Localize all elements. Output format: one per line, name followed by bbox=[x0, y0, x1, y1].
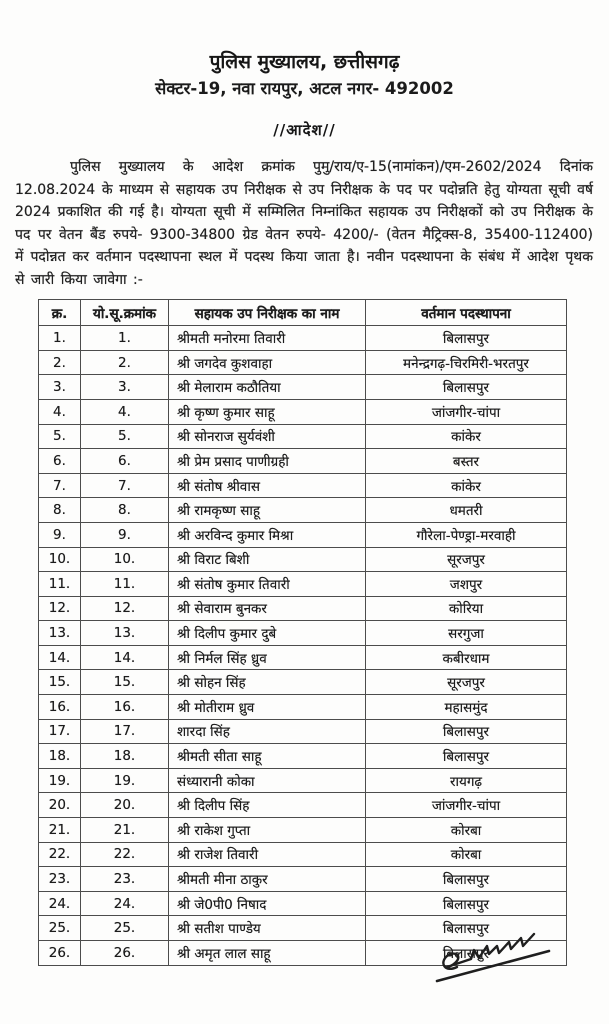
cell-serial-number: 20. bbox=[39, 793, 81, 818]
cell-serial-number: 25. bbox=[39, 916, 81, 941]
cell-officer-name: श्री दिलीप सिंह bbox=[169, 793, 366, 818]
cell-posting-place: बस्तर bbox=[366, 449, 567, 474]
cell-serial-number: 23. bbox=[39, 867, 81, 892]
cell-posting-place: महासमुंद bbox=[366, 695, 567, 720]
cell-merit-number: 23. bbox=[81, 867, 169, 892]
column-header-merit: यो.सू.क्रमांक bbox=[81, 300, 169, 326]
cell-serial-number: 16. bbox=[39, 695, 81, 720]
cell-merit-number: 10. bbox=[81, 547, 169, 572]
table-row bbox=[39, 842, 567, 867]
cell-posting-place: सूरजपुर bbox=[366, 670, 567, 695]
cell-officer-name: श्रीमती मनोरमा तिवारी bbox=[169, 326, 366, 351]
cell-officer-name: श्री मेलाराम कठौतिया bbox=[169, 375, 366, 400]
table-row bbox=[39, 867, 567, 892]
table-row bbox=[39, 719, 567, 744]
table-row bbox=[39, 793, 567, 818]
cell-serial-number: 15. bbox=[39, 670, 81, 695]
cell-posting-place: कोरबा bbox=[366, 842, 567, 867]
cell-posting-place: बिलासपुर bbox=[366, 941, 567, 966]
cell-posting-place: बिलासपुर bbox=[366, 891, 567, 916]
cell-officer-name: श्री मोतीराम ध्रुव bbox=[169, 695, 366, 720]
cell-officer-name: श्री सोनराज सुर्यवंशी bbox=[169, 424, 366, 449]
cell-officer-name: श्रीमती मीना ठाकुर bbox=[169, 867, 366, 892]
cell-merit-number: 6. bbox=[81, 449, 169, 474]
cell-officer-name: श्री अमृत लाल साहू bbox=[169, 941, 366, 966]
cell-posting-place: सूरजपुर bbox=[366, 547, 567, 572]
cell-officer-name: श्रीमती सीता साहू bbox=[169, 744, 366, 769]
table-row bbox=[39, 621, 567, 646]
cell-posting-place: कोरिया bbox=[366, 596, 567, 621]
cell-merit-number: 26. bbox=[81, 941, 169, 966]
cell-officer-name: श्री प्रेम प्रसाद पाणीग्रही bbox=[169, 449, 366, 474]
cell-serial-number: 6. bbox=[39, 449, 81, 474]
cell-merit-number: 1. bbox=[81, 326, 169, 351]
cell-officer-name: शारदा सिंह bbox=[169, 719, 366, 744]
table-row bbox=[39, 522, 567, 547]
cell-serial-number: 26. bbox=[39, 941, 81, 966]
cell-posting-place: कोरबा bbox=[366, 818, 567, 843]
table-row bbox=[39, 424, 567, 449]
cell-serial-number: 11. bbox=[39, 572, 81, 597]
cell-serial-number: 4. bbox=[39, 399, 81, 424]
cell-serial-number: 24. bbox=[39, 891, 81, 916]
table-row bbox=[39, 645, 567, 670]
cell-posting-place: जांजगीर-चांपा bbox=[366, 399, 567, 424]
cell-merit-number: 11. bbox=[81, 572, 169, 597]
table-row bbox=[39, 596, 567, 621]
cell-officer-name: संध्यारानी कोका bbox=[169, 768, 366, 793]
table-row bbox=[39, 670, 567, 695]
cell-serial-number: 7. bbox=[39, 473, 81, 498]
cell-posting-place: मनेन्द्रगढ़-चिरमिरी-भरतपुर bbox=[366, 350, 567, 375]
cell-serial-number: 2. bbox=[39, 350, 81, 375]
cell-officer-name: श्री संतोष कुमार तिवारी bbox=[169, 572, 366, 597]
cell-serial-number: 22. bbox=[39, 842, 81, 867]
cell-officer-name: श्री निर्मल सिंह ध्रुव bbox=[169, 645, 366, 670]
cell-merit-number: 5. bbox=[81, 424, 169, 449]
cell-merit-number: 17. bbox=[81, 719, 169, 744]
cell-posting-place: रायगढ़ bbox=[366, 768, 567, 793]
cell-posting-place: गौरेला-पेण्ड्रा-मरवाही bbox=[366, 522, 567, 547]
table-row bbox=[39, 399, 567, 424]
table-row bbox=[39, 498, 567, 523]
cell-merit-number: 2. bbox=[81, 350, 169, 375]
cell-posting-place: कांकेर bbox=[366, 473, 567, 498]
table-row bbox=[39, 768, 567, 793]
cell-serial-number: 21. bbox=[39, 818, 81, 843]
cell-officer-name: श्री संतोष श्रीवास bbox=[169, 473, 366, 498]
cell-serial-number: 1. bbox=[39, 326, 81, 351]
cell-serial-number: 17. bbox=[39, 719, 81, 744]
cell-officer-name: श्री विराट बिशी bbox=[169, 547, 366, 572]
cell-officer-name: श्री कृष्ण कुमार साहू bbox=[169, 399, 366, 424]
table-row bbox=[39, 891, 567, 916]
cell-officer-name: श्री राकेश गुप्ता bbox=[169, 818, 366, 843]
cell-posting-place: जशपुर bbox=[366, 572, 567, 597]
cell-merit-number: 13. bbox=[81, 621, 169, 646]
cell-posting-place: बिलासपुर bbox=[366, 375, 567, 400]
cell-merit-number: 8. bbox=[81, 498, 169, 523]
cell-serial-number: 8. bbox=[39, 498, 81, 523]
cell-posting-place: कबीरधाम bbox=[366, 645, 567, 670]
cell-serial-number: 3. bbox=[39, 375, 81, 400]
cell-officer-name: श्री सोहन सिंह bbox=[169, 670, 366, 695]
cell-merit-number: 7. bbox=[81, 473, 169, 498]
cell-posting-place: बिलासपुर bbox=[366, 867, 567, 892]
cell-merit-number: 14. bbox=[81, 645, 169, 670]
cell-officer-name: श्री दिलीप कुमार दुबे bbox=[169, 621, 366, 646]
cell-merit-number: 24. bbox=[81, 891, 169, 916]
cell-serial-number: 5. bbox=[39, 424, 81, 449]
promotion-table bbox=[38, 299, 567, 965]
table-row bbox=[39, 695, 567, 720]
cell-merit-number: 19. bbox=[81, 768, 169, 793]
cell-posting-place: बिलासपुर bbox=[366, 744, 567, 769]
org-address: सेक्टर-19, नवा रायपुर, अटल नगर- 492002 bbox=[155, 78, 454, 98]
org-name: पुलिस मुख्यालय, छत्तीसगढ़ bbox=[209, 51, 400, 73]
signature-scribble bbox=[431, 925, 561, 987]
cell-merit-number: 22. bbox=[81, 842, 169, 867]
table-row bbox=[39, 326, 567, 351]
cell-serial-number: 19. bbox=[39, 768, 81, 793]
table-header-row bbox=[39, 300, 567, 326]
document-header bbox=[0, 0, 609, 140]
cell-posting-place: सरगुजा bbox=[366, 621, 567, 646]
table-row bbox=[39, 375, 567, 400]
signature-icon bbox=[431, 925, 561, 987]
cell-merit-number: 18. bbox=[81, 744, 169, 769]
table-row bbox=[39, 473, 567, 498]
cell-officer-name: श्री सेवाराम बुनकर bbox=[169, 596, 366, 621]
table-row bbox=[39, 449, 567, 474]
table-row bbox=[39, 572, 567, 597]
cell-officer-name: श्री सतीश पाण्डेय bbox=[169, 916, 366, 941]
cell-officer-name: श्री राजेश तिवारी bbox=[169, 842, 366, 867]
cell-merit-number: 25. bbox=[81, 916, 169, 941]
cell-officer-name: श्री रामकृष्ण साहू bbox=[169, 498, 366, 523]
cell-posting-place: बिलासपुर bbox=[366, 719, 567, 744]
cell-merit-number: 4. bbox=[81, 399, 169, 424]
cell-merit-number: 12. bbox=[81, 596, 169, 621]
order-heading: //आदेश// bbox=[273, 120, 336, 139]
cell-serial-number: 14. bbox=[39, 645, 81, 670]
cell-merit-number: 15. bbox=[81, 670, 169, 695]
order-body-paragraph: पुलिस मुख्यालय के आदेश क्रमांक पुमु/राय/ए-15(नामांकन)/एम-2602/2024 दिनांक 12.08.2024 के माध्यम से सहायक उप निरीक्षक से उप निरीक्षक के पद पर पदोन्नति हेतु योग्यता सूची वर्ष 2024 प्रकाशित की गई है। योग्यता सूची में सम्मिलित निम्नांकित सहायक उप निरीक्षकों को उप निरीक्षक के पद पर वेतन बैंड रुपये- 9300-34800 ग्रेड वेतन रुपये- 4200/- (वेतन मैट्रिक्स-8, 35400-112400) में पदोन्नत कर वर्तमान पदस्थापना स्थल में पदस्थ किया जाता है। नवीन पदस्थापना के संबंध में आदेश पृथक से जारी किया जावेगा :- bbox=[15, 159, 593, 288]
cell-posting-place: जांजगीर-चांपा bbox=[366, 793, 567, 818]
cell-posting-place: धमतरी bbox=[366, 498, 567, 523]
cell-merit-number: 20. bbox=[81, 793, 169, 818]
cell-serial-number: 12. bbox=[39, 596, 81, 621]
cell-officer-name: श्री अरविन्द कुमार मिश्रा bbox=[169, 522, 366, 547]
cell-merit-number: 21. bbox=[81, 818, 169, 843]
cell-serial-number: 18. bbox=[39, 744, 81, 769]
cell-serial-number: 10. bbox=[39, 547, 81, 572]
cell-serial-number: 13. bbox=[39, 621, 81, 646]
cell-merit-number: 3. bbox=[81, 375, 169, 400]
table-row bbox=[39, 350, 567, 375]
cell-serial-number: 9. bbox=[39, 522, 81, 547]
cell-posting-place: कांकेर bbox=[366, 424, 567, 449]
cell-officer-name: श्री जगदेव कुशवाहा bbox=[169, 350, 366, 375]
table-row bbox=[39, 744, 567, 769]
cell-merit-number: 16. bbox=[81, 695, 169, 720]
table-row bbox=[39, 547, 567, 572]
cell-officer-name: श्री जे0पी0 निषाद bbox=[169, 891, 366, 916]
column-header-posting: वर्तमान पदस्थापना bbox=[366, 300, 567, 326]
column-header-serial: क्र. bbox=[39, 300, 81, 326]
column-header-name: सहायक उप निरीक्षक का नाम bbox=[169, 300, 366, 326]
table-row bbox=[39, 818, 567, 843]
cell-posting-place: बिलासपुर bbox=[366, 916, 567, 941]
cell-posting-place: बिलासपुर bbox=[366, 326, 567, 351]
cell-merit-number: 9. bbox=[81, 522, 169, 547]
